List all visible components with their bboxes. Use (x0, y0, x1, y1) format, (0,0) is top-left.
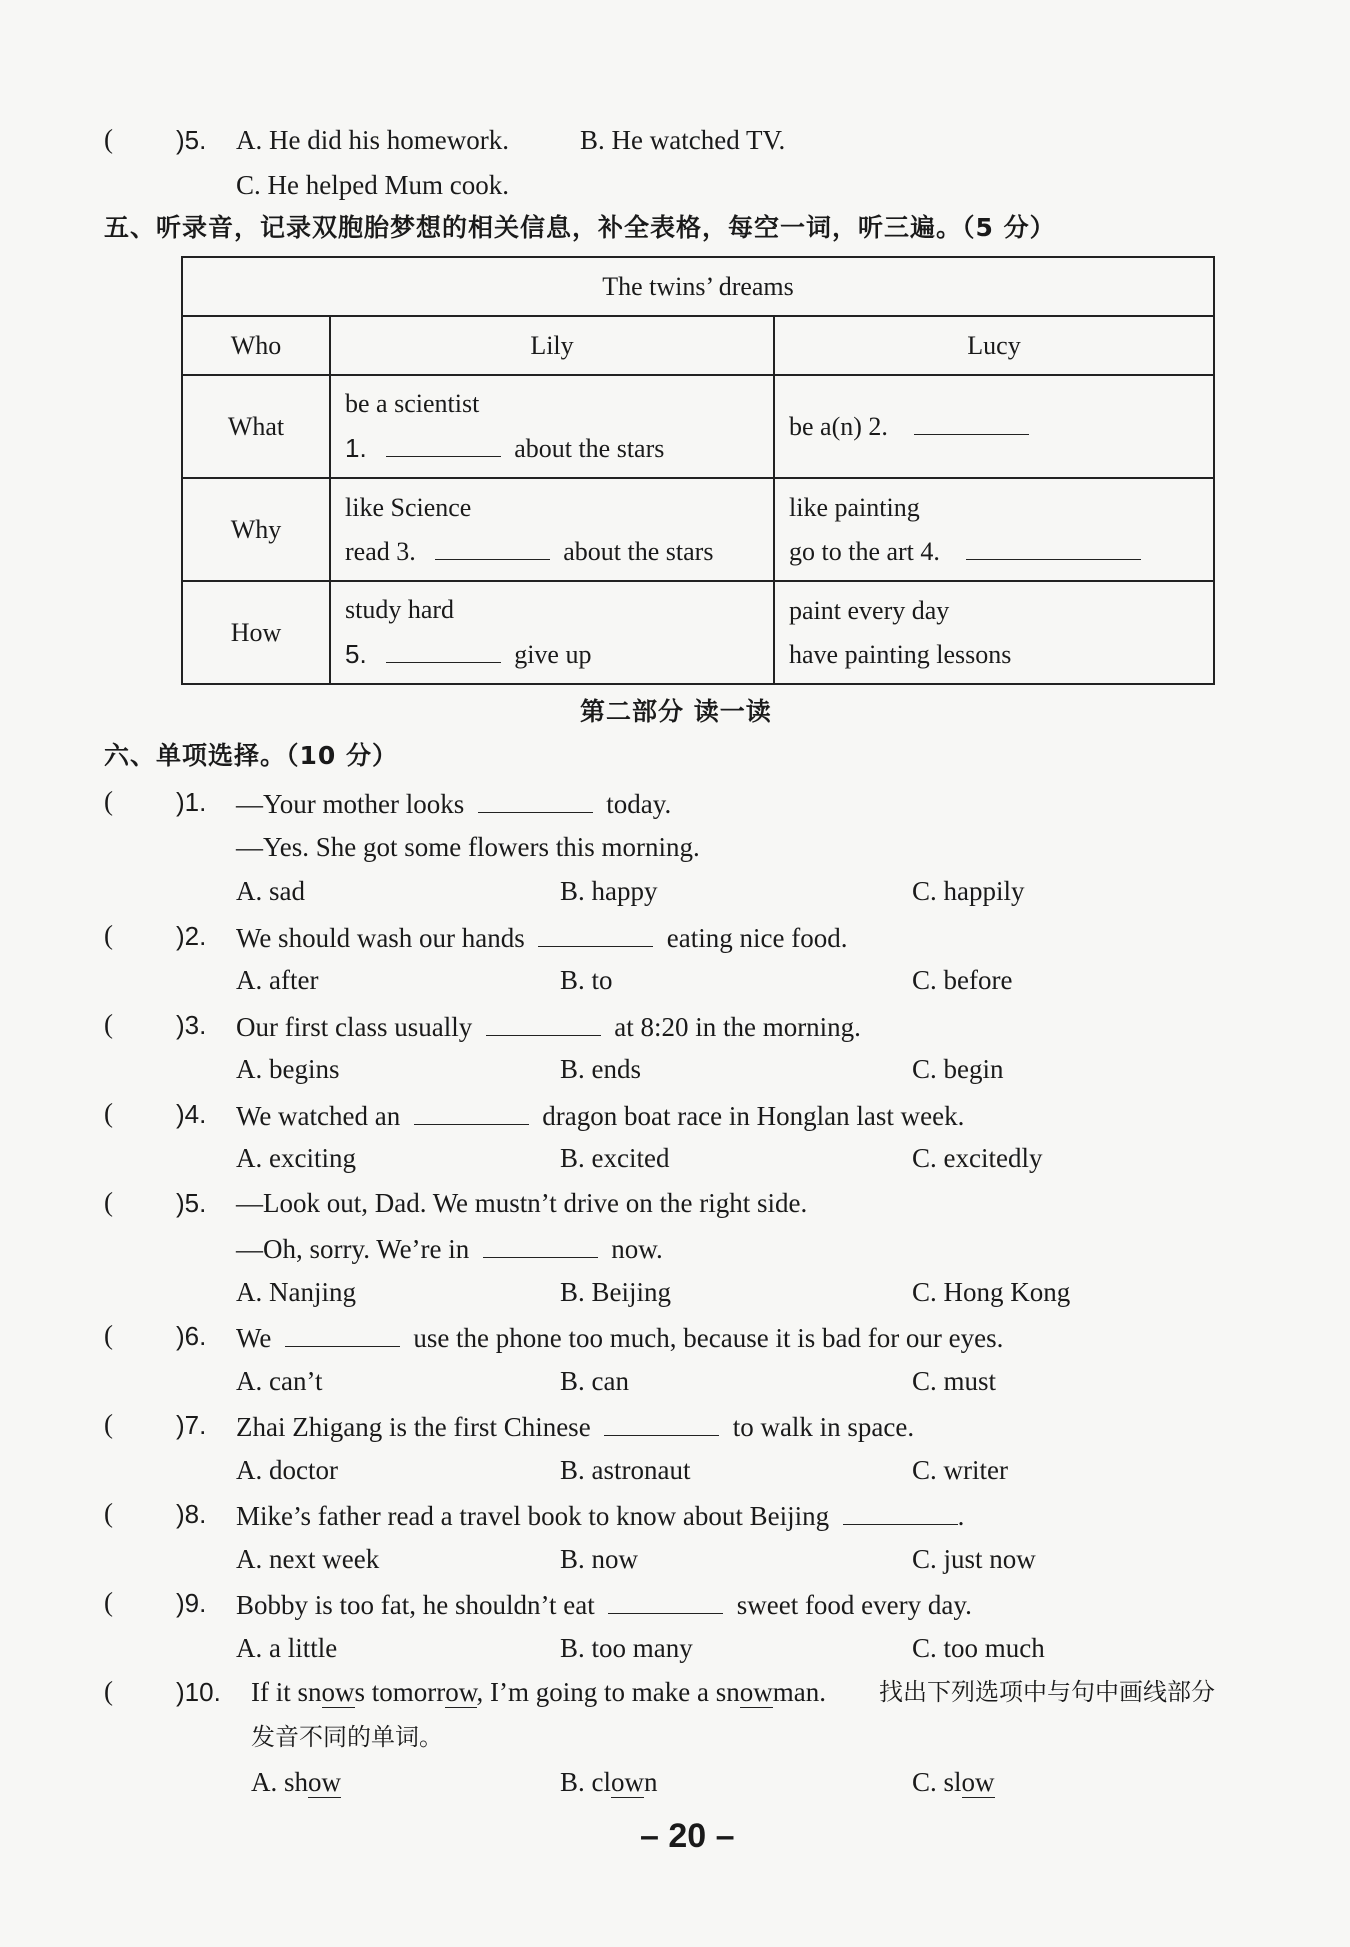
stem-text: now. (611, 1234, 663, 1264)
answer-blank[interactable] (486, 1009, 601, 1036)
answer-paren: ( (104, 1098, 113, 1128)
option-c: C. just now (912, 1544, 1036, 1574)
stem-text: We should wash our hands (236, 923, 525, 953)
question-stem (236, 1409, 914, 1443)
answer-paren: ( (104, 124, 113, 154)
option-a: A. next week (236, 1544, 380, 1574)
cell-line (345, 426, 759, 471)
stem-text: We watched an (236, 1101, 401, 1131)
question-stem (236, 786, 671, 820)
option-text: C. sl (912, 1767, 962, 1797)
cell-text: about the stars (514, 434, 665, 463)
cell-line (789, 530, 1199, 574)
question-stem (236, 1320, 1003, 1354)
option-a: A. can’t (236, 1366, 323, 1396)
question-number: )1. (176, 787, 207, 817)
cell-text: read 3. (345, 536, 416, 566)
question-number: )6. (176, 1321, 207, 1351)
option-b: B. astronaut (560, 1455, 691, 1485)
stem-text: . (957, 1501, 965, 1531)
stem-text: —Your mother looks (236, 789, 465, 819)
answer-blank[interactable] (843, 1498, 958, 1525)
cell-line: be a scientist (345, 389, 480, 418)
question-number: )7. (176, 1410, 207, 1440)
header-lucy: Lucy (774, 316, 1214, 375)
stem-text: use the phone too much, because it is bad for our eyes. (413, 1323, 1004, 1353)
option-c: C. begin (912, 1054, 1004, 1084)
option-b (560, 1766, 658, 1798)
underlined-sound: ow (961, 1767, 995, 1797)
stem-text: today. (606, 789, 672, 819)
answer-blank[interactable] (285, 1320, 400, 1347)
underlined-sound: ow (739, 1677, 773, 1707)
underlined-sound: ow (308, 1767, 342, 1797)
page-number: – 20 – (640, 1817, 735, 1855)
instruction-text: 发音不同的单词。 (251, 1723, 443, 1751)
cell-lily-how (330, 581, 774, 684)
option-a (251, 1766, 341, 1798)
header-lily: Lily (330, 316, 774, 375)
option-b: B. excited (560, 1143, 670, 1173)
option-b: B. to (560, 965, 613, 995)
section5-title: 五、听录音，记录双胞胎梦想的相关信息，补全表格，每空一词，听三遍。（5 分） (104, 213, 1056, 242)
question-line2 (236, 1231, 663, 1265)
answer-paren: ( (104, 1009, 113, 1039)
header-who: Who (182, 316, 330, 375)
option-c: C. happily (912, 876, 1025, 906)
cell-lucy-what (774, 375, 1214, 478)
stem-text: Zhai Zhigang is the first Chinese (236, 1412, 591, 1442)
answer-blank-1[interactable] (386, 430, 501, 457)
stem-text: s tomorr (354, 1677, 446, 1707)
question-stem: —Look out, Dad. We mustn’t drive on the right side. (236, 1188, 808, 1218)
question-stem (236, 1098, 964, 1132)
question-number: )9. (176, 1588, 207, 1618)
underlined-sound: ow (445, 1677, 477, 1707)
blank-number: 5. (345, 639, 367, 669)
answer-blank-2[interactable] (914, 408, 1029, 435)
cell-text: about the stars (563, 536, 714, 566)
stem-text: Bobby is too fat, he shouldn’t eat (236, 1590, 595, 1620)
section6-title: 六、单项选择。（10 分） (104, 741, 398, 770)
option-b: B. too many (560, 1633, 693, 1663)
underlined-sound: ow (321, 1677, 355, 1707)
answer-paren: ( (104, 920, 113, 950)
answer-blank-4[interactable] (966, 533, 1141, 560)
cell-lucy-how (774, 581, 1214, 684)
part2-title: 第二部分 读一读 (580, 697, 772, 726)
stem-text: man. (772, 1677, 826, 1707)
question-line2: —Yes. She got some flowers this morning. (236, 832, 700, 862)
question-number: )4. (176, 1099, 207, 1129)
option-a: A. Nanjing (236, 1277, 356, 1307)
option-a: A. exciting (236, 1143, 356, 1173)
underlined-sound: ow (611, 1767, 644, 1797)
answer-paren: ( (104, 786, 113, 816)
question-stem (236, 1498, 964, 1532)
cell-lily-what (330, 375, 774, 478)
option-c: C. too much (912, 1633, 1045, 1663)
option-c: C. Hong Kong (912, 1277, 1071, 1307)
option-b: B. ends (560, 1054, 641, 1084)
question-number: )5. (176, 125, 207, 155)
answer-blank[interactable] (604, 1409, 719, 1436)
answer-paren: ( (104, 1498, 113, 1528)
stem-text: If it sn (251, 1677, 322, 1707)
option-a: A. He did his homework. (236, 125, 509, 155)
cell-line: like Science (345, 492, 472, 522)
question-stem (236, 920, 847, 954)
answer-blank[interactable] (414, 1098, 529, 1125)
row-label-why: Why (182, 478, 330, 581)
question-number: )5. (176, 1188, 207, 1218)
instruction-text: 找出下列选项中与句中画线部分 (879, 1678, 1215, 1706)
question-stem (236, 1009, 861, 1043)
question-number: )2. (176, 921, 207, 951)
answer-paren: ( (104, 1409, 113, 1439)
option-b: B. can (560, 1366, 629, 1396)
option-c (912, 1766, 995, 1798)
question-stem (236, 1587, 972, 1621)
stem-text: sweet food every day. (736, 1590, 972, 1620)
option-b: B. now (560, 1544, 639, 1574)
stem-text: to walk in space. (732, 1412, 915, 1442)
cell-lucy-why (774, 478, 1214, 581)
option-text: n (644, 1767, 658, 1797)
question-stem (251, 1676, 826, 1708)
stem-text: We (236, 1323, 272, 1353)
option-a: A. doctor (236, 1455, 338, 1485)
cell-text: go to the art 4. (789, 536, 940, 566)
option-c: C. before (912, 965, 1013, 995)
cell-text: be a(n) 2. (789, 411, 888, 441)
answer-paren: ( (104, 1587, 113, 1617)
option-a: A. begins (236, 1054, 340, 1084)
answer-paren: ( (104, 1676, 113, 1706)
stem-text: at 8:20 in the morning. (614, 1012, 861, 1042)
option-b: B. Beijing (560, 1277, 672, 1307)
cell-line: study hard (345, 595, 455, 624)
cell-line: have painting lessons (789, 639, 1012, 669)
cell-line: like painting (789, 492, 920, 522)
option-c: C. He helped Mum cook. (236, 170, 509, 200)
option-a: A. after (236, 965, 319, 995)
stem-text: Mike’s father read a travel book to know about Beijing (236, 1501, 830, 1531)
answer-blank[interactable] (608, 1587, 723, 1614)
answer-blank[interactable] (478, 786, 593, 813)
cell-line: paint every day (789, 595, 950, 625)
stem-text: dragon boat race in Honglan last week. (542, 1101, 965, 1131)
option-c: C. must (912, 1366, 997, 1396)
answer-blank-5[interactable] (386, 636, 501, 663)
option-a: A. a little (236, 1633, 338, 1663)
row-label-what: What (182, 375, 330, 478)
stem-text: —Oh, sorry. We’re in (236, 1234, 470, 1264)
answer-blank-3[interactable] (435, 533, 550, 560)
answer-blank[interactable] (483, 1231, 598, 1258)
option-text: A. sh (251, 1767, 309, 1797)
row-label-how: How (182, 581, 330, 684)
cell-line (345, 632, 759, 677)
stem-text: Our first class usually (236, 1012, 473, 1042)
table-caption: The twins’ dreams (182, 257, 1214, 316)
question-number: )10. (176, 1677, 221, 1707)
cell-text: give up (514, 640, 592, 669)
answer-paren: ( (104, 1187, 113, 1217)
stem-text: , I’m going to make a sn (476, 1677, 740, 1707)
option-c: C. writer (912, 1455, 1008, 1485)
answer-paren: ( (104, 1320, 113, 1350)
option-c: C. excitedly (912, 1143, 1043, 1173)
option-text: B. cl (560, 1767, 611, 1797)
stem-text: eating nice food. (666, 923, 848, 953)
question-number: )3. (176, 1010, 207, 1040)
option-b: B. happy (560, 876, 658, 906)
option-a: A. sad (236, 876, 305, 906)
cell-line (345, 530, 759, 574)
answer-blank[interactable] (538, 920, 653, 947)
cell-lily-why (330, 478, 774, 581)
question-number: )8. (176, 1499, 207, 1529)
blank-number: 1. (345, 433, 367, 463)
option-b: B. He watched TV. (580, 125, 786, 155)
twins-dreams-table (181, 256, 1215, 685)
